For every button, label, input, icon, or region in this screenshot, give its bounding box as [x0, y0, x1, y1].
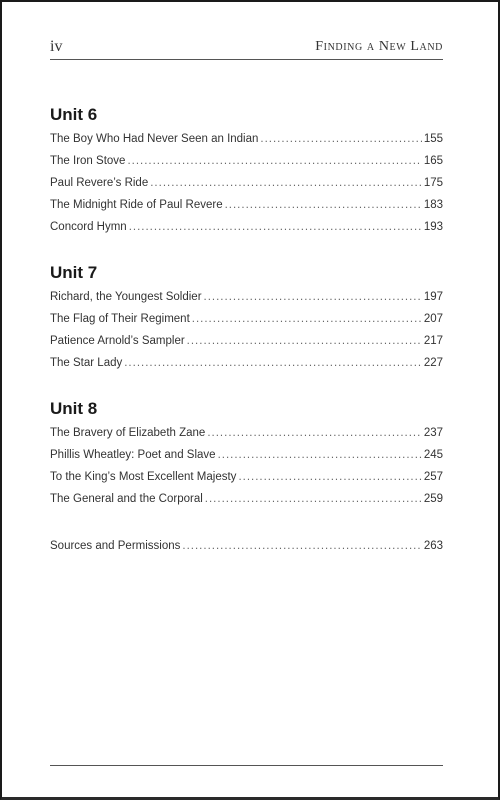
toc-entry[interactable]	[50, 194, 443, 216]
entry-page: 165	[423, 155, 443, 167]
unit-section	[50, 102, 443, 238]
dot-leader	[225, 194, 422, 216]
toc-entry[interactable]	[50, 172, 443, 194]
entry-page: 263	[423, 540, 443, 552]
unit-section	[50, 396, 443, 510]
entry-title: To the King’s Most Excellent Majesty	[50, 471, 237, 483]
header-rule	[50, 59, 443, 60]
dot-leader	[205, 488, 422, 510]
entry-title: The Star Lady	[50, 357, 123, 369]
entry-title: Patience Arnold’s Sampler	[50, 335, 185, 347]
dot-leader	[124, 352, 422, 374]
dot-leader	[150, 172, 422, 194]
dot-leader	[207, 422, 421, 444]
unit-section	[50, 260, 443, 374]
entry-title: The Bravery of Elizabeth Zane	[50, 427, 206, 439]
dot-leader	[238, 466, 421, 488]
running-head: Finding a New Land	[315, 39, 443, 54]
toc-entry-sources[interactable]	[50, 535, 443, 557]
entry-page: 227	[423, 357, 443, 369]
toc-entry[interactable]	[50, 422, 443, 444]
toc-entry[interactable]	[50, 352, 443, 374]
entry-page: 193	[423, 221, 443, 233]
toc-entry[interactable]	[50, 308, 443, 330]
dot-leader	[187, 330, 422, 352]
dot-leader	[129, 216, 422, 238]
dot-leader	[127, 150, 421, 172]
dot-leader	[204, 286, 422, 308]
entry-page: 259	[423, 493, 443, 505]
entry-page: 257	[423, 471, 443, 483]
entry-title: Paul Revere’s Ride	[50, 177, 149, 189]
entry-title: Sources and Permissions	[50, 540, 181, 552]
toc-entry[interactable]	[50, 444, 443, 466]
unit-title: Unit 8	[50, 399, 98, 418]
entry-page: 175	[423, 177, 443, 189]
entry-title: The Midnight Ride of Paul Revere	[50, 199, 223, 211]
entry-page: 237	[423, 427, 443, 439]
footer-rule	[50, 765, 443, 766]
entry-title: The Iron Stove	[50, 155, 126, 167]
entry-title: Concord Hymn	[50, 221, 127, 233]
sources-section	[50, 535, 443, 557]
entry-title: Phillis Wheatley: Poet and Slave	[50, 449, 216, 461]
toc-entry[interactable]	[50, 330, 443, 352]
dot-leader	[182, 535, 421, 557]
entry-title: The Boy Who Had Never Seen an Indian	[50, 133, 259, 145]
unit-title: Unit 7	[50, 263, 98, 282]
entry-page: 207	[423, 313, 443, 325]
toc-entry[interactable]	[50, 150, 443, 172]
page-number: iv	[50, 38, 63, 55]
entry-title: The General and the Corporal	[50, 493, 203, 505]
entry-page: 155	[423, 133, 443, 145]
entry-page: 245	[423, 449, 443, 461]
toc-entry[interactable]	[50, 488, 443, 510]
toc-entry[interactable]	[50, 286, 443, 308]
entry-page: 197	[423, 291, 443, 303]
entry-title: Richard, the Youngest Soldier	[50, 291, 202, 303]
dot-leader	[218, 444, 422, 466]
entry-title: The Flag of Their Regiment	[50, 313, 190, 325]
dot-leader	[192, 308, 422, 330]
entry-page: 183	[423, 199, 443, 211]
page-header	[50, 38, 443, 58]
toc-entry[interactable]	[50, 128, 443, 150]
entry-page: 217	[423, 335, 443, 347]
dot-leader	[260, 128, 421, 150]
unit-title: Unit 6	[50, 105, 98, 124]
toc-entry[interactable]	[50, 466, 443, 488]
toc-entry[interactable]	[50, 216, 443, 238]
